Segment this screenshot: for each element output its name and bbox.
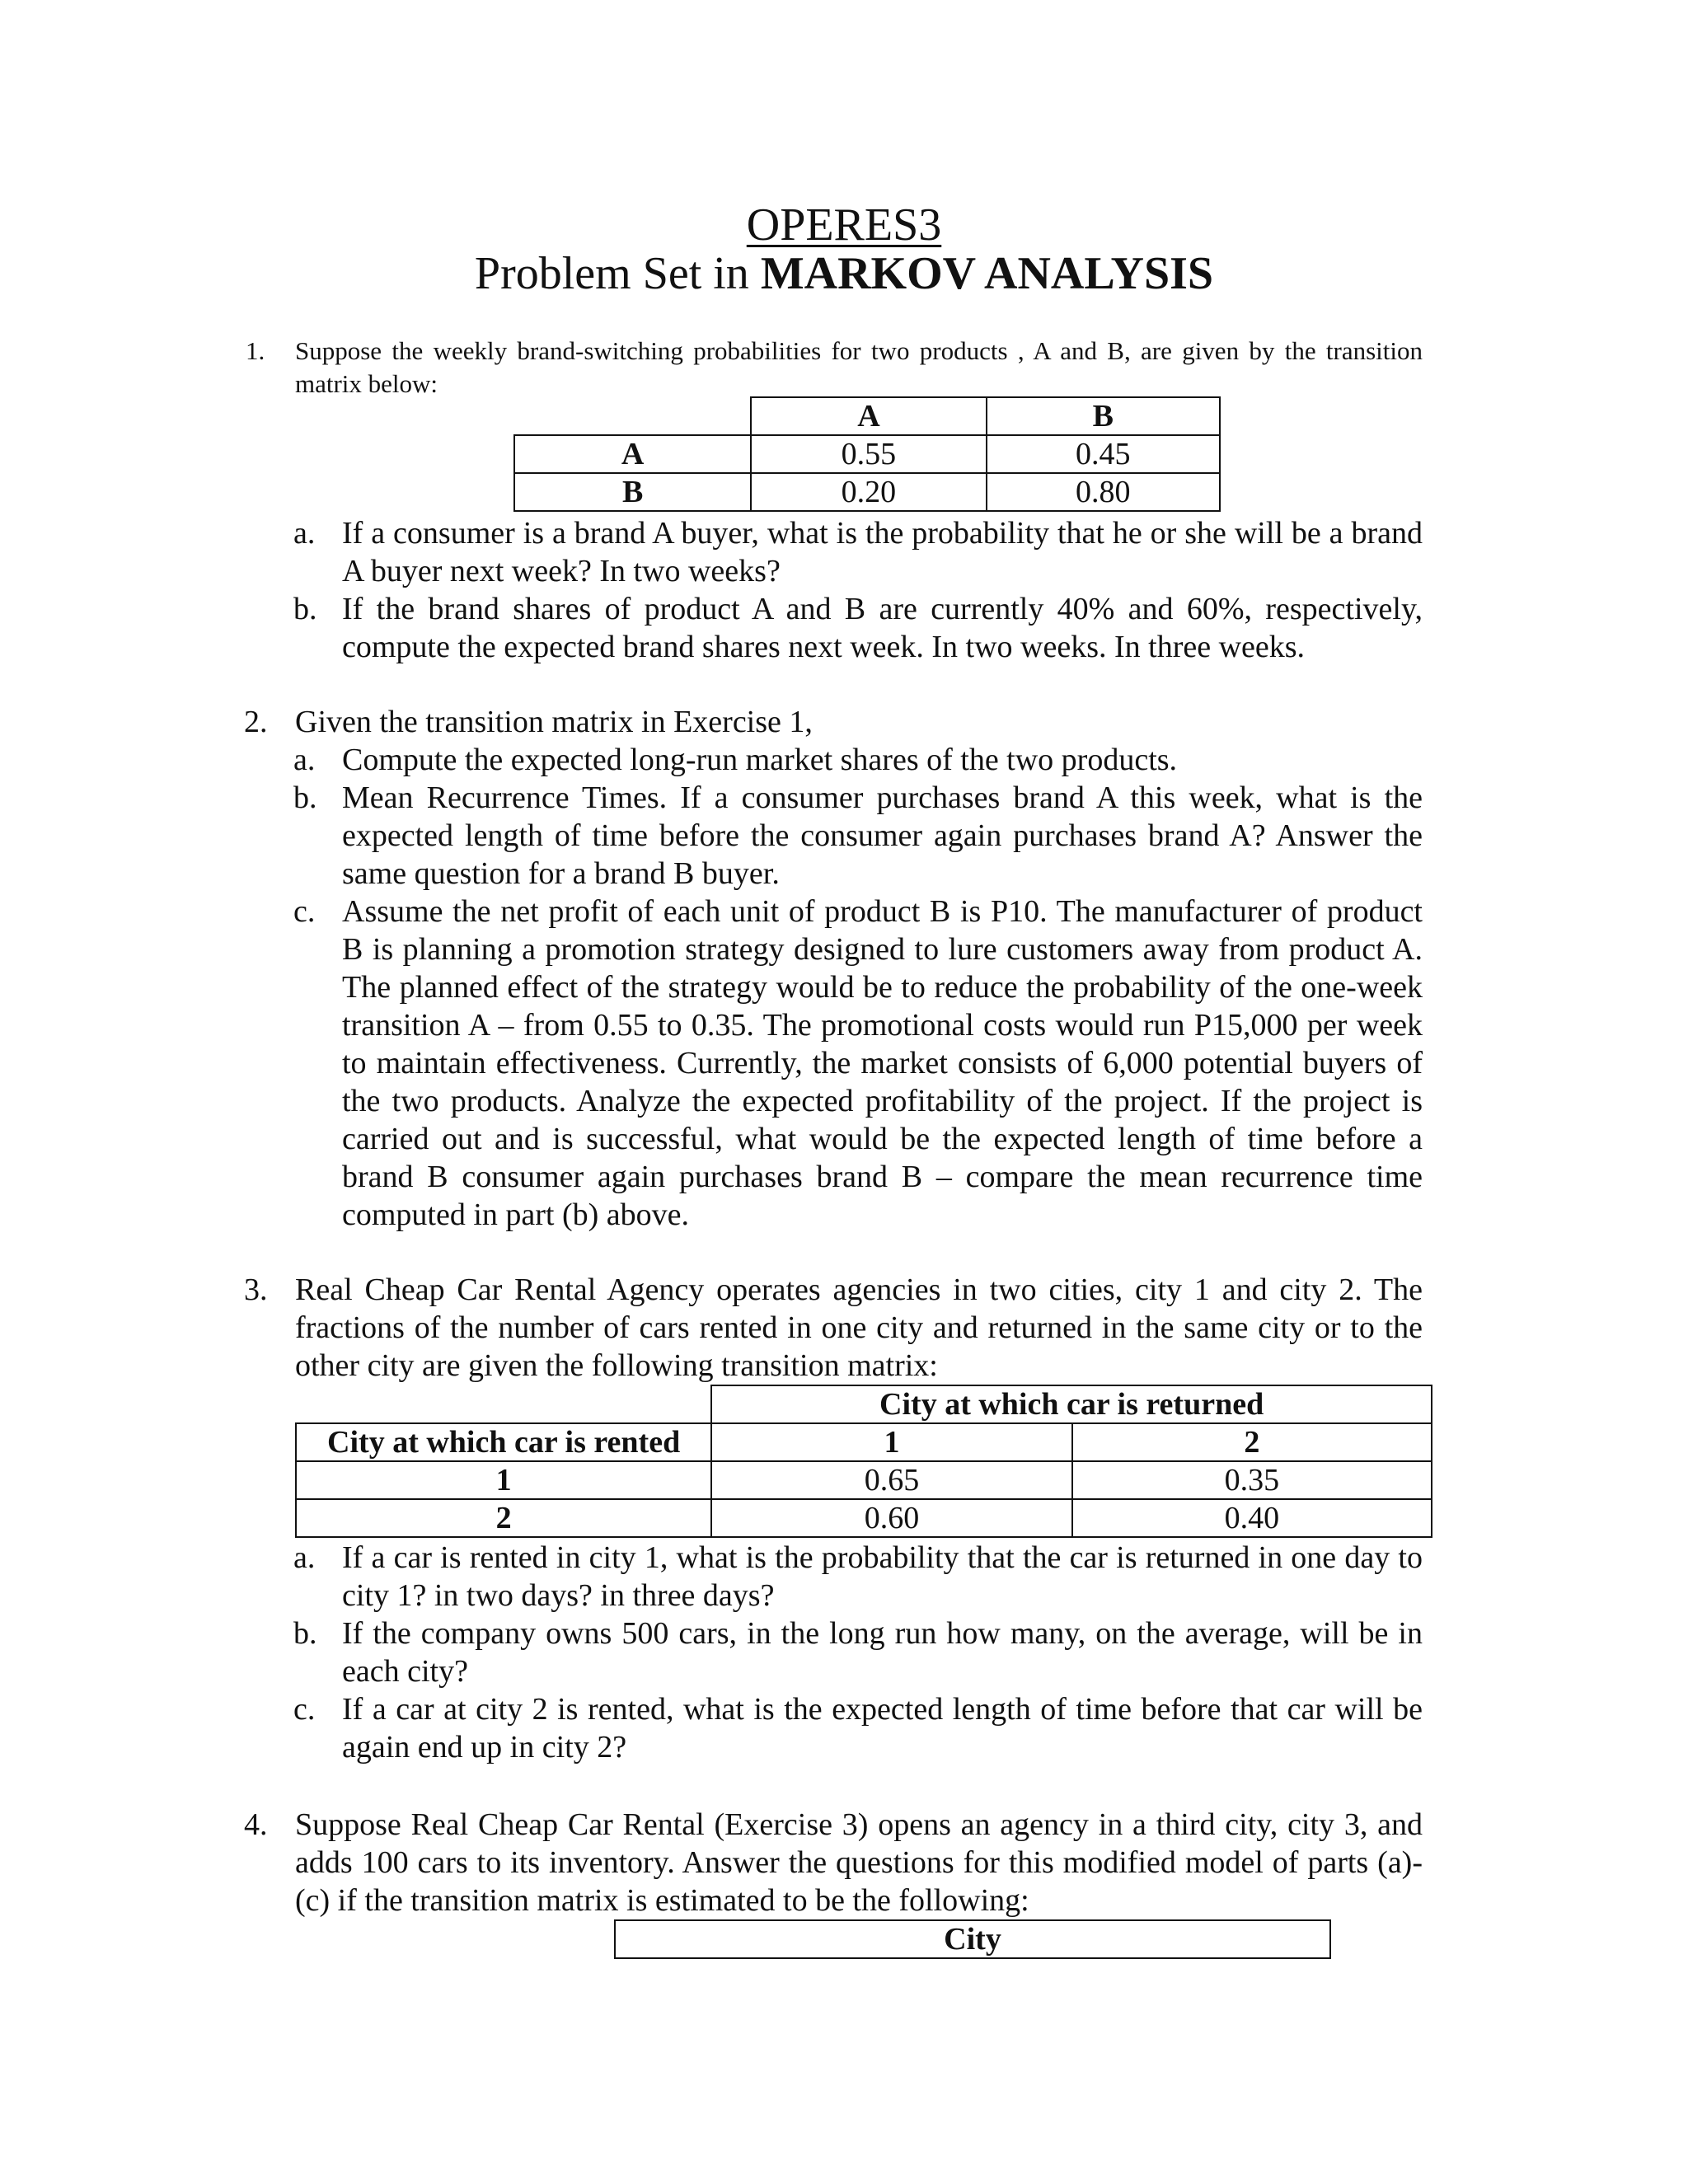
- table-cell: 0.35: [1072, 1461, 1432, 1499]
- table-group-header: City: [615, 1920, 1330, 1958]
- table-cell: 0.65: [711, 1461, 1071, 1499]
- table-col-header: 1: [711, 1423, 1071, 1461]
- title-bold: MARKOV ANALYSIS: [760, 248, 1214, 299]
- table-cell: 0.55: [751, 435, 986, 473]
- problem-2c-letter: c.: [293, 894, 316, 929]
- table-row: [296, 1423, 1432, 1461]
- table-col-header: A: [751, 397, 986, 435]
- problem-2a-text: Compute the expected long-run market shares of the two products.: [342, 743, 1178, 777]
- page-title: [0, 245, 1688, 302]
- problem-4-transition-table: [614, 1919, 1331, 1959]
- table-row: [514, 473, 1220, 511]
- problem-3a-letter: a.: [293, 1540, 316, 1575]
- table-cell: 0.60: [711, 1499, 1071, 1537]
- table-corner: [514, 397, 751, 435]
- table-row: [296, 1385, 1432, 1423]
- problem-3c-letter: c.: [293, 1692, 316, 1727]
- table-cell: 0.45: [987, 435, 1220, 473]
- problem-2-number: 2.: [244, 705, 268, 739]
- problem-1-transition-table: [513, 396, 1221, 512]
- table-cell: 0.40: [1072, 1499, 1432, 1537]
- table-row-header: A: [514, 435, 751, 473]
- table-cell: 0.20: [751, 473, 986, 511]
- problem-2b-letter: b.: [293, 780, 317, 815]
- problem-3b-letter: b.: [293, 1616, 317, 1651]
- table-row: [514, 397, 1220, 435]
- problem-3-number: 3.: [244, 1272, 268, 1307]
- title-prefix: Problem Set in: [474, 248, 761, 299]
- problem-1a-letter: a.: [293, 516, 316, 551]
- problem-1b-text: If the brand shares of product A and B are currently 40% and 60%, respectively, compute the expected brand shares next week. In two weeks. In three weeks.: [342, 592, 1423, 664]
- table-row-group-header: City at which car is rented: [296, 1423, 711, 1461]
- problem-3a-text: If a car is rented in city 1, what is the probability that the car is returned in one day to city 1? in two days? in three days?: [342, 1540, 1423, 1613]
- table-col-header: 2: [1072, 1423, 1432, 1461]
- problem-3b-text: If the company owns 500 cars, in the long run how many, on the average, will be in each city?: [342, 1616, 1423, 1689]
- problem-3-text: Real Cheap Car Rental Agency operates agencies in two cities, city 1 and city 2. The fractions of the number of cars rented in one city and returned in the same city or to the other city are given the following transition matrix:: [295, 1272, 1423, 1383]
- table-cell: 0.80: [987, 473, 1220, 511]
- problem-1-number: 1.: [246, 336, 265, 365]
- problem-2c-text: Assume the net profit of each unit of product B is P10. The manufacturer of product B is planning a promotion strategy designed to lure customers away from product A. The planned effect of the strategy would be to reduce the probability of the one-week transition A – from 0.55 to 0.35. The promotional costs would run P15,000 per week to maintain effectiveness. Currently, the market consists of 6,000 potential buyers of the two products. Analyze the expected profitability of the project. If the project is carried out and is successful, what would be the expected length of time before a brand B consumer again purchases brand B – compare the mean recurrence time computed in part (b) above.: [342, 894, 1423, 1232]
- table-row-header: 2: [296, 1499, 711, 1537]
- table-corner: [296, 1385, 711, 1423]
- table-row: [296, 1461, 1432, 1499]
- problem-1-text: Suppose the weekly brand-switching probabilities for two products , A and B, are given by the transition matrix below:: [295, 336, 1423, 398]
- problem-3c-text: If a car at city 2 is rented, what is the expected length of time before that car will be again end up in city 2?: [342, 1692, 1423, 1765]
- problem-1b-letter: b.: [293, 592, 317, 626]
- problem-4-text: Suppose Real Cheap Car Rental (Exercise 3) opens an agency in a third city, city 3, and adds 100 cars to its inventory. Answer the questions for this modified model of parts (a)-(c) if the transition matrix is estimated to be the following:: [295, 1807, 1423, 1918]
- table-group-header: City at which car is returned: [711, 1385, 1432, 1423]
- problem-2a-letter: a.: [293, 743, 316, 777]
- table-row: [615, 1920, 1330, 1958]
- problem-2-text: Given the transition matrix in Exercise 1,: [295, 705, 813, 739]
- table-row-header: B: [514, 473, 751, 511]
- problem-2b-text: Mean Recurrence Times. If a consumer purchases brand A this week, what is the expected length of time before the consumer again purchases brand A? Answer the same question for a brand B buyer.: [342, 780, 1423, 891]
- problem-4-number: 4.: [244, 1807, 268, 1842]
- problem-3-transition-table: [295, 1385, 1432, 1538]
- table-row: [296, 1499, 1432, 1537]
- problem-1a-text: If a consumer is a brand A buyer, what is the probability that he or she will be a brand A buyer next week? In two weeks?: [342, 516, 1423, 588]
- table-row: [514, 435, 1220, 473]
- course-code: OPERES3: [746, 199, 942, 251]
- table-row-header: 1: [296, 1461, 711, 1499]
- table-col-header: B: [987, 397, 1220, 435]
